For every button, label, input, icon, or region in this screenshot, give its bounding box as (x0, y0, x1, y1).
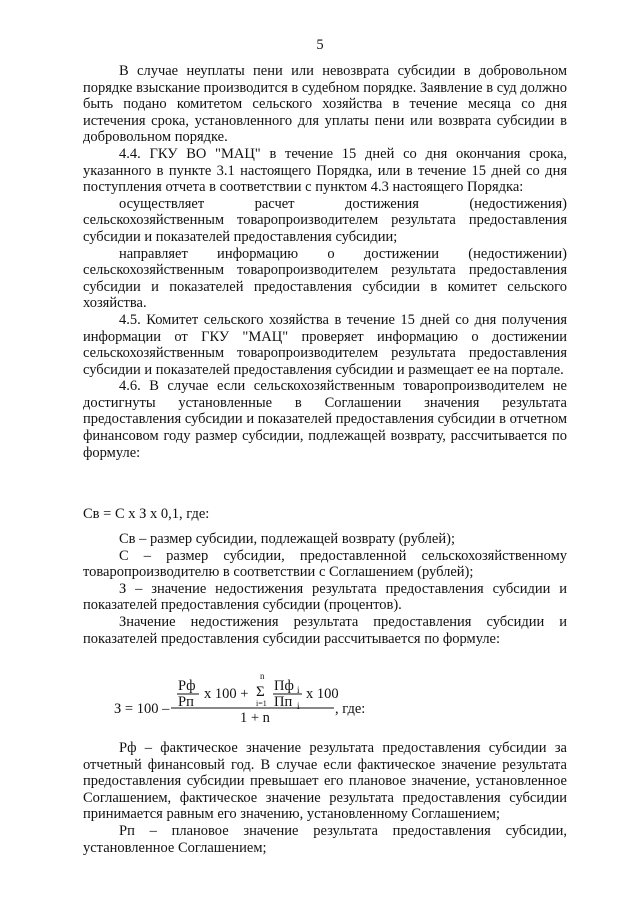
formula-times-100-plus: х 100 + (204, 686, 249, 702)
page-number: 5 (316, 37, 324, 53)
paragraph-calculation: осуществляет расчет достижения (недостижения) сельскохозяйственным товаропроизводителем результата предоставления субсидии и показателей предоставления субсидии; (83, 195, 567, 245)
formula-where: , где: (335, 701, 366, 717)
pf-subscript: i (297, 685, 300, 695)
definition-s: С – размер субсидии, предоставленной сельскохозяйственному товаропроизводителю в соответствии с Соглашением (рублей); (83, 547, 567, 581)
definition-z: З – значение недостижения результата предоставления субсидии и показателей предоставления субсидии (процентов). (83, 580, 567, 614)
definition-sv: Св – размер субсидии, подлежащей возврату (рублей); (119, 531, 455, 547)
formula-times-100: х 100 (306, 686, 339, 702)
pp-subscript: i (297, 701, 300, 711)
formula-underachievement (114, 670, 414, 730)
formula-denominator: 1 + n (240, 710, 270, 726)
body-text-block-2 (83, 531, 567, 647)
paragraph-4-4: 4.4. ГКУ ВО "МАЦ" в течение 15 дней со дня окончания срока, указанного в пункте 3.1 настоящего Порядка, или в течение 15 дней со дня поступления отчета в соответствии с пунктом 4.3 настоящего Порядка: (83, 145, 567, 196)
paragraph-4-6: 4.6. В случае если сельскохозяйственным товаропроизводителем не достигнуты установленные в Соглашении значения результата предоставления субсидии и показателей предоставления субсидии в отчетном финансовом году размер субсидии, подлежащей возврату, рассчитывается по формуле: (83, 378, 567, 461)
definition-rf: Рф – фактическое значение результата предоставления субсидии за отчетный финансовый год. В случае если фактическое значение результата предоставления субсидии превышает его плановое значение, установленное Соглашением, фактическое значение результата предоставления субсидии принимается равным его значению, установленному Соглашением; (83, 740, 567, 823)
body-text-block-1 (83, 63, 567, 461)
formula-rf: Рф (178, 678, 196, 694)
formula-rp: Рп (178, 694, 194, 710)
sum-upper-limit: n (260, 671, 265, 681)
sum-lower-limit: i=1 (256, 699, 267, 708)
paragraph-penalty-refund: В случае неуплаты пени или невозврата субсидии в добровольном порядке взыскание производится в судебном порядке. Заявление в суд должно быть подано комитетом сельского хозяйства в течение месяца со дня истечения срока, установленного для уплаты пени или возврата субсидии в добровольном порядке. (83, 63, 567, 146)
definition-rp: Рп – плановое значение результата предоставления субсидии, установленное Соглашением; (83, 822, 567, 856)
paragraph-z-formula-intro: Значение недостижения результата предоставления субсидии и показателей предоставления субсидии рассчитывается по формуле: (83, 613, 567, 647)
paragraph-send-information: направляет информацию о достижении (недостижении) сельскохозяйственным товаропроизводителем результата предоставления субсидии и показателей предоставления субсидии в комитет сельского хозяйства. (83, 245, 567, 312)
body-text-block-3 (83, 740, 567, 856)
formula-pp: Пп (274, 694, 293, 710)
formula-refund-amount: Св = С х З х 0,1, где: (83, 506, 210, 522)
paragraph-4-5: 4.5. Комитет сельского хозяйства в течение 15 дней со дня получения информации от ГКУ "МАЦ" проверяет информацию о достижении сельскохозяйственным товаропроизводителем результата предоставления субсидии и показателей предоставления субсидии и размещает ее на портале. (83, 311, 567, 378)
formula-pf: Пф (274, 678, 294, 694)
formula-lhs: З = 100 – (114, 701, 170, 717)
sum-sigma: Σ (256, 684, 265, 700)
